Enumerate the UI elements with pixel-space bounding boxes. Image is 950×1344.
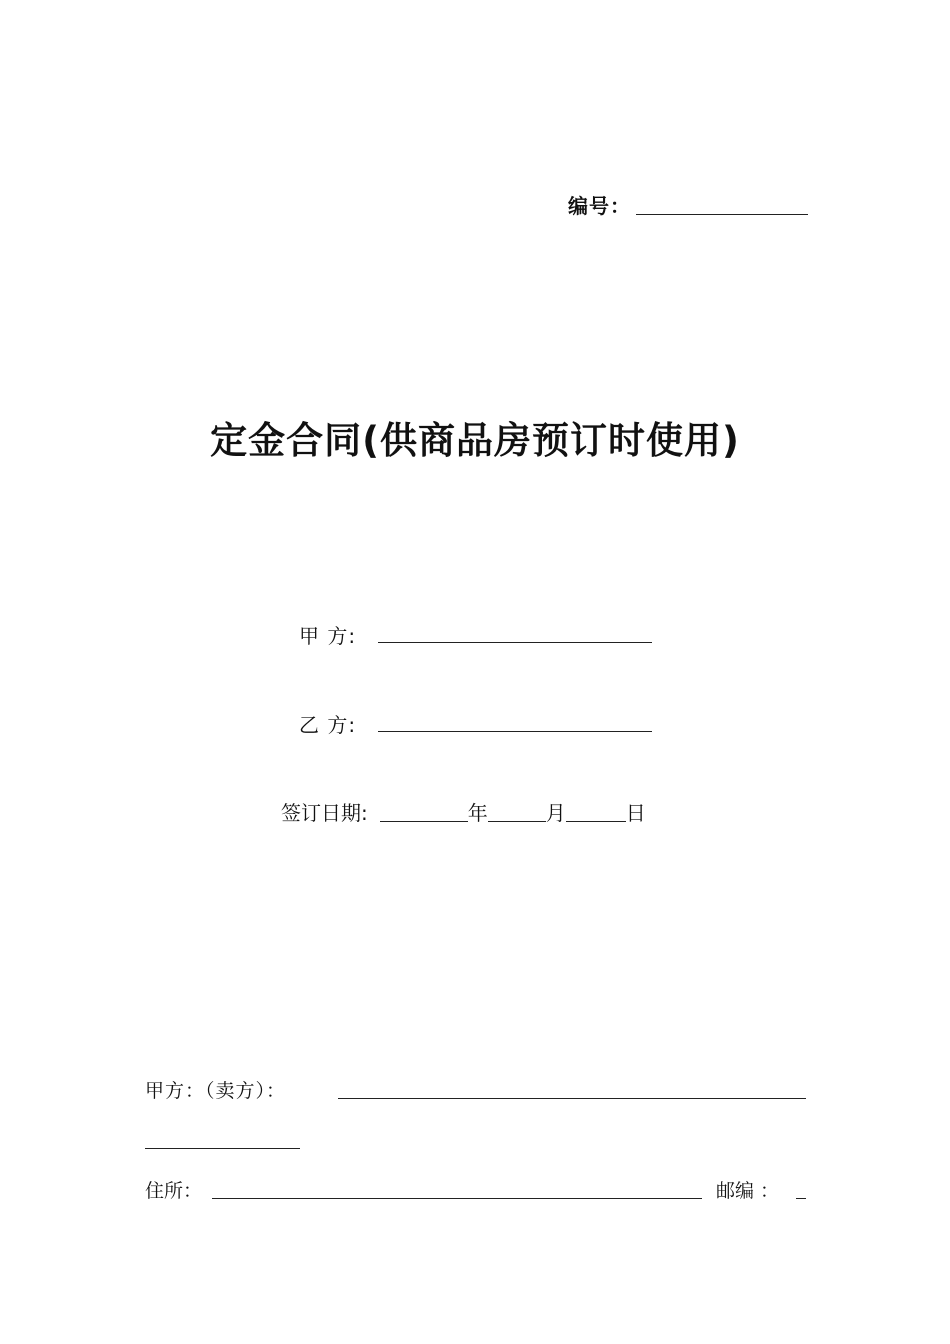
seller-blank-continued xyxy=(145,1148,300,1149)
day-label: 日 xyxy=(625,801,646,825)
address-label: 住所： xyxy=(145,1180,203,1202)
month-label: 月 xyxy=(545,801,566,825)
signing-date-row xyxy=(281,797,646,826)
address-blank xyxy=(212,1198,702,1199)
seller-label: 甲方：（卖方）： xyxy=(145,1080,287,1102)
contract-number-label: 编号： xyxy=(568,194,631,218)
party-b-blank xyxy=(378,731,652,732)
party-a-label: 甲 方: xyxy=(299,624,357,648)
party-a-blank xyxy=(378,642,652,643)
document-title: 定金合同(供商品房预订时使用) xyxy=(210,419,740,462)
year-blank xyxy=(380,803,468,822)
contract-number-blank xyxy=(636,214,808,215)
party-b-label: 乙 方: xyxy=(299,713,357,737)
year-label: 年 xyxy=(467,801,488,825)
seller-blank xyxy=(338,1098,806,1099)
postcode-label: 邮编 ： xyxy=(716,1180,780,1202)
day-blank xyxy=(566,803,626,822)
postcode-blank xyxy=(796,1198,806,1199)
signing-date-label: 签订日期: xyxy=(281,801,368,825)
month-blank xyxy=(488,803,546,822)
